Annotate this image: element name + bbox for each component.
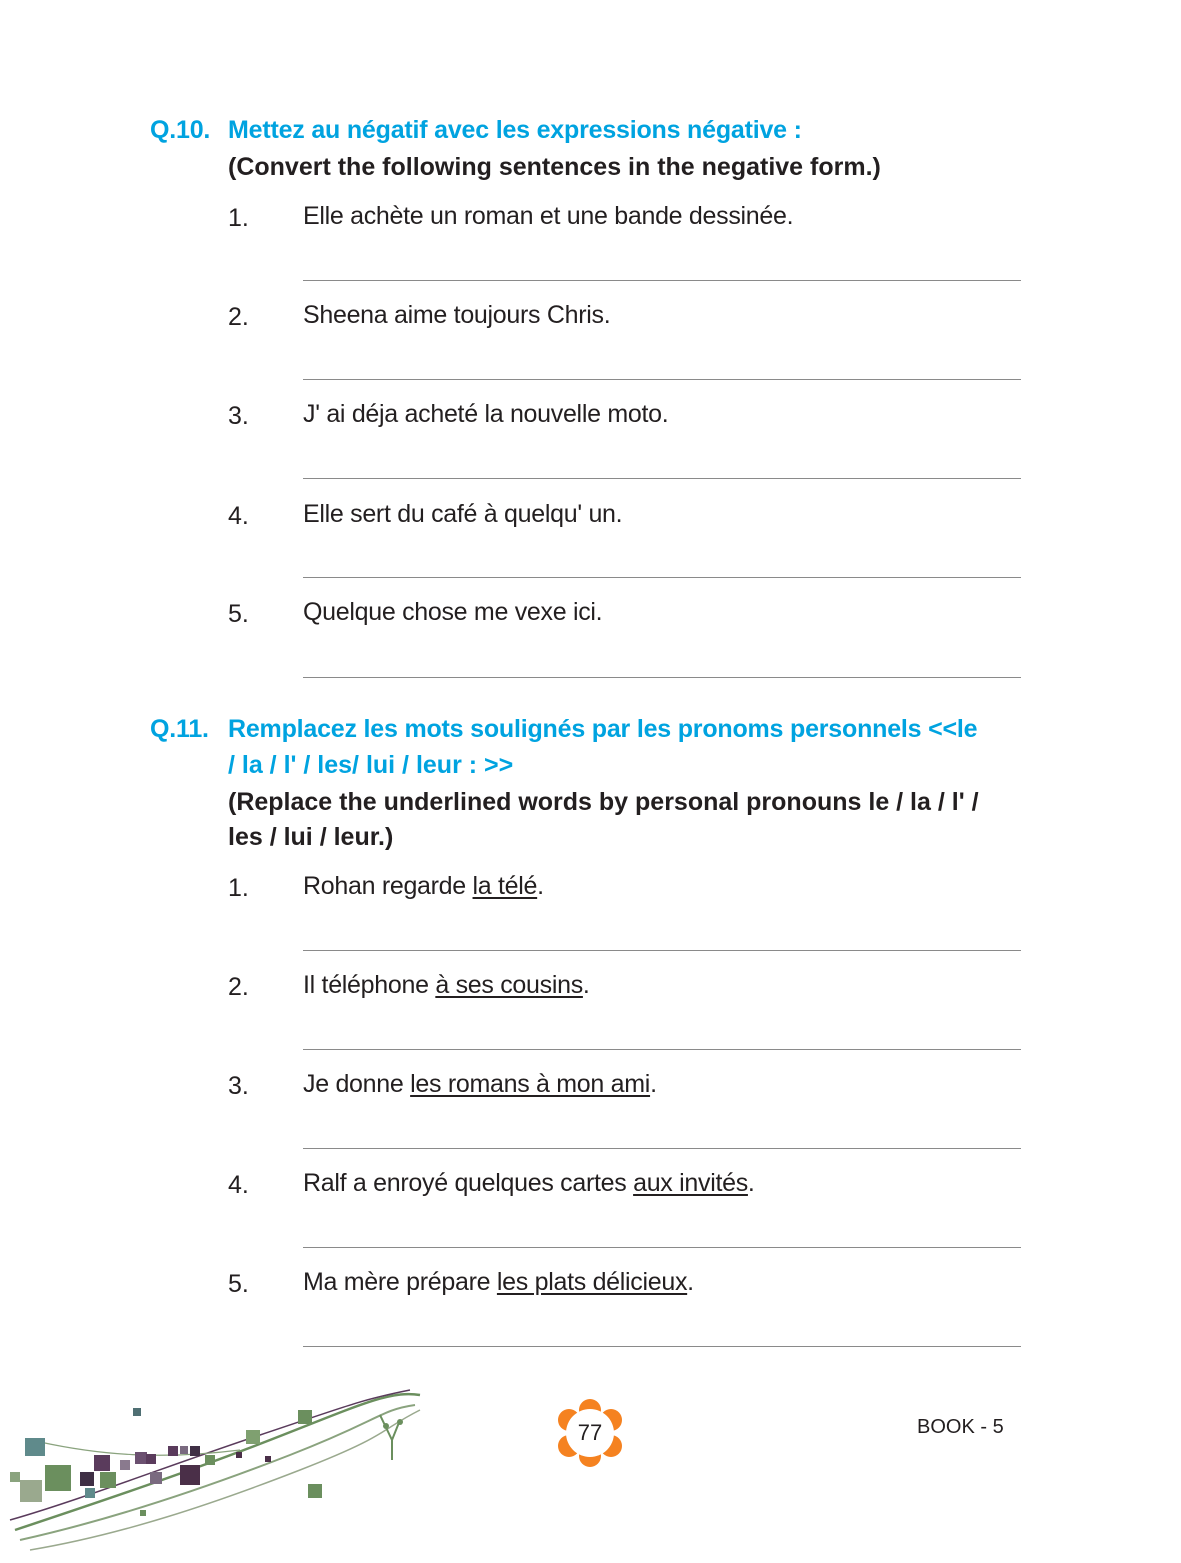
- q10-answer-line-1[interactable]: [303, 280, 1021, 281]
- q11-item-5-after: .: [687, 1268, 694, 1296]
- footer-swirl-decoration: [0, 1380, 430, 1555]
- q11-item-2-number: 2.: [228, 973, 249, 1001]
- q11-item-2-after: .: [582, 971, 590, 999]
- q11-item-1-number: 1.: [228, 874, 249, 902]
- q11-title-line1: Remplacez les mots soulignés par les pronoms personnels <<le: [228, 715, 978, 743]
- q10-item-1-number: 1.: [228, 204, 249, 232]
- page-number: 77: [577, 1420, 603, 1445]
- q11-item-4-after: .: [747, 1169, 755, 1197]
- q10-title: Mettez au négatif avec les expressions négative :: [228, 116, 802, 144]
- q11-item-1-after: .: [537, 872, 544, 900]
- q10-answer-line-3[interactable]: [303, 478, 1021, 479]
- q11-subtitle-line1: (Replace the underlined words by personal pronouns le / la / l' /: [228, 788, 979, 816]
- q11-item-4-number: 4.: [228, 1171, 249, 1199]
- q10-item-2-text: Sheena aime toujours Chris.: [303, 301, 611, 329]
- q10-number: Q.10.: [150, 116, 211, 144]
- q10-subtitle: (Convert the following sentences in the negative form.): [228, 153, 881, 181]
- q10-heading: [150, 116, 802, 145]
- q11-item-5-underlined: les plats délicieux: [496, 1268, 688, 1296]
- q10-item-5-number: 5.: [228, 600, 249, 628]
- q10-item-1-text: Elle achète un roman et une bande dessinée.: [303, 202, 794, 230]
- q11-item-5-before: Ma mère prépare: [303, 1268, 497, 1296]
- q11-number: Q.11.: [150, 715, 209, 743]
- q11-item-3-after: .: [650, 1070, 657, 1098]
- q11-item-4-text: [303, 1169, 755, 1198]
- q11-item-3-number: 3.: [228, 1072, 249, 1100]
- q11-item-1-before: Rohan regarde: [303, 872, 473, 900]
- q11-item-3-text: [303, 1070, 657, 1099]
- q11-item-2-text: [303, 971, 590, 1000]
- q11-heading: [150, 715, 977, 744]
- q10-answer-line-2[interactable]: [303, 379, 1021, 380]
- q11-item-5-text: [303, 1268, 694, 1297]
- q10-item-4-number: 4.: [228, 502, 249, 530]
- book-label: BOOK - 5: [917, 1416, 1004, 1438]
- q10-item-5-text: Quelque chose me vexe ici.: [303, 598, 603, 626]
- q11-answer-line-5[interactable]: [303, 1346, 1021, 1347]
- q10-item-2-number: 2.: [228, 303, 249, 331]
- q10-item-4-text: Elle sert du café à quelqu' un.: [303, 500, 623, 528]
- q11-answer-line-2[interactable]: [303, 1049, 1021, 1050]
- q11-item-4-before: Ralf a enroyé quelques cartes: [303, 1169, 634, 1197]
- q11-answer-line-3[interactable]: [303, 1148, 1021, 1149]
- q11-answer-line-4[interactable]: [303, 1247, 1021, 1248]
- q10-item-3-text: J' ai déja acheté la nouvelle moto.: [303, 400, 669, 428]
- q11-item-5-number: 5.: [228, 1270, 249, 1298]
- q11-item-1-underlined: la télé: [472, 872, 538, 900]
- q11-item-4-underlined: aux invités: [633, 1169, 748, 1197]
- q11-item-1-text: [303, 872, 544, 901]
- q10-answer-line-5[interactable]: [303, 677, 1021, 678]
- q11-title-line2: / la / l' / les/ lui / leur : >>: [228, 751, 514, 779]
- q10-answer-line-4[interactable]: [303, 577, 1021, 578]
- q11-item-3-before: Je donne: [303, 1070, 411, 1098]
- q11-answer-line-1[interactable]: [303, 950, 1021, 951]
- q11-item-2-underlined: à ses cousins: [435, 971, 583, 999]
- q10-item-3-number: 3.: [228, 402, 249, 430]
- q11-item-2-before: Il téléphone: [303, 971, 436, 999]
- q11-item-3-underlined: les romans à mon ami: [410, 1070, 651, 1098]
- q11-subtitle-line2: les / lui / leur.): [228, 823, 394, 851]
